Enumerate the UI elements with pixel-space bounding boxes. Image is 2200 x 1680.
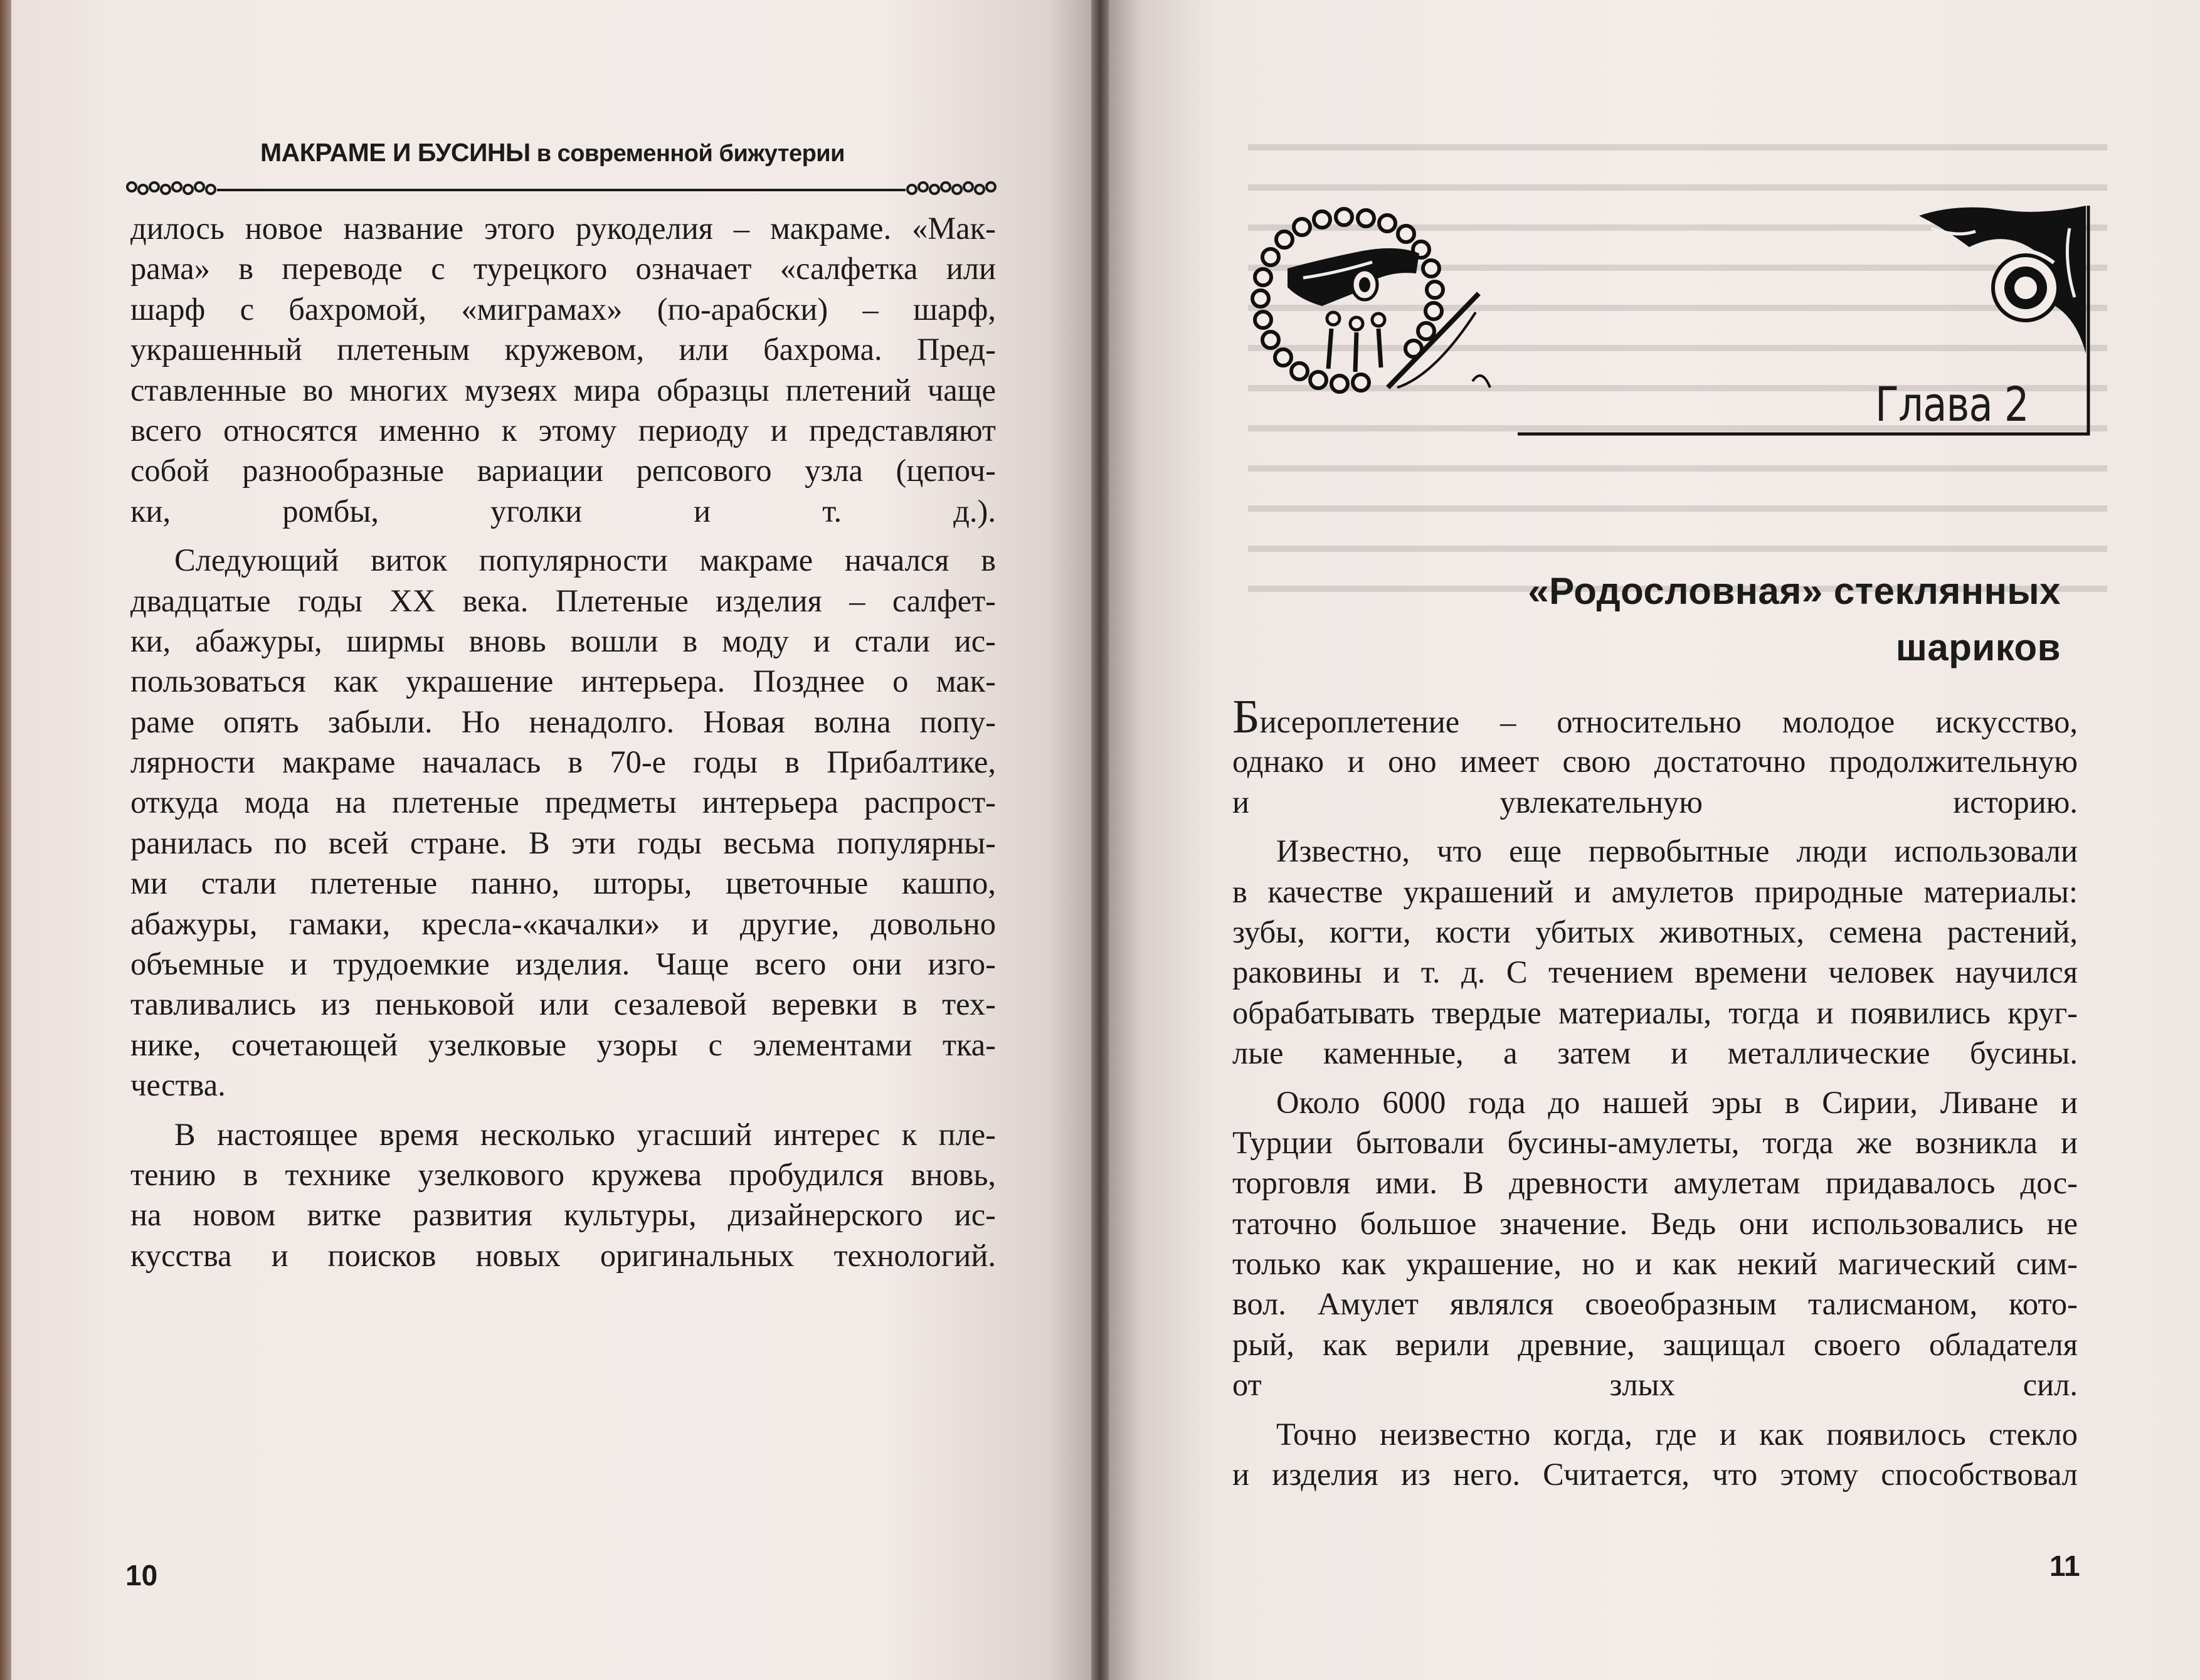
text-line: вол. Амулет являлся своеобразным талисманом, кото- — [1232, 1286, 2078, 1322]
text-line: В настоящее время несколько угасший интерес к пле- — [174, 1116, 996, 1152]
book-spine — [1091, 0, 1109, 1680]
drop-cap: Б — [1232, 690, 1260, 743]
text-line: ки, абажуры, ширмы вновь вошли в моду и стали ис- — [130, 623, 996, 658]
text-line: в качестве украшений и амулетов природные материалы: — [1232, 874, 2078, 909]
text-line: от злых сил. — [1232, 1367, 2078, 1403]
text-line: шарф с бахромой, «миграмах» (по-арабски) – шарф, — [130, 291, 996, 327]
text-line: ставленные во многих музеях мира образцы плетений чаще — [130, 372, 996, 408]
text-line: тению в технике узелкового кружева пробудился вновь, — [130, 1156, 996, 1192]
right-page-body-text — [1232, 690, 2078, 1494]
book-edge — [0, 0, 11, 1680]
left-page-body-text — [130, 208, 996, 1276]
text-line: дилось новое название этого рукоделия – макраме. «Мак- — [130, 211, 996, 246]
text-line: объемные и трудоемкие изделия. Чаще всего они изго- — [130, 946, 996, 982]
text-line: ранилась по всей стране. В эти годы весьма популярны- — [130, 825, 996, 860]
header-ornament-rule — [125, 176, 997, 201]
text-line: Следующий виток популярности макраме начался в — [174, 542, 996, 578]
chapter-label: Глава 2 — [1875, 376, 2029, 432]
running-header-title-rest: в современной бижутерии — [530, 140, 845, 167]
chapter-title — [1528, 563, 2061, 676]
text-line: тавливались из пеньковой или сезалевой веревки в тех- — [130, 986, 996, 1022]
text-line: украшенный плетеным кружевом, или бахрома. Пред- — [130, 332, 996, 367]
text-line: и изделия из него. Считается, что этому способствовал — [1232, 1457, 2078, 1492]
text-line: обрабатывать твердые материалы, тогда и появились круг- — [1232, 995, 2078, 1030]
running-header-title — [260, 138, 845, 167]
text-line: однако и оно имеет свою достаточно продолжительную — [1232, 744, 2078, 779]
page-number-right: 11 — [2049, 1550, 2080, 1582]
text-line: нике, сочетающей узелковые узоры с элементами тка- — [130, 1027, 996, 1062]
text-line: Известно, что еще первобытные люди использовали — [1276, 833, 2078, 869]
running-header-title-main: МАКРАМЕ И БУСИНЫ — [260, 138, 531, 167]
page-number-left: 10 — [125, 1559, 158, 1592]
text-line: двадцатые годы XX века. Плетеные изделия – салфет- — [130, 583, 996, 618]
text-line: только как украшение, но и как некий магический сим- — [1232, 1246, 2078, 1282]
text-line: раковины и т. д. С течением времени человек научился — [1232, 954, 2078, 990]
text-line: рама» в переводе с турецкого означает «салфетка или — [130, 251, 996, 287]
text-line: ки, ромбы, уголки и т. д.). — [130, 493, 996, 529]
text-line-first-rest: исероплетение – относительно молодое искусство, — [1259, 704, 2078, 739]
chapter-title-line: «Родословная» стеклянных — [1528, 570, 2061, 612]
text-line: собой разнообразные вариации репсового узла (цепоч- — [130, 453, 996, 489]
text-line-first — [1232, 690, 2078, 743]
text-line: лярности макраме началась в 70-е годы в Прибалтике, — [130, 744, 996, 780]
text-line: Точно неизвестно когда, где и как появилось стекло — [1276, 1416, 2078, 1452]
text-line: всего относятся именно к этому периоду и представляют — [130, 412, 996, 448]
text-line: рый, как верили древние, защищал своего обладателя — [1232, 1326, 2078, 1362]
text-line: Около 6000 года до нашей эры в Сирии, Ливане и — [1276, 1084, 2078, 1120]
chapter-title-line: шариков — [1895, 626, 2061, 668]
text-line: таточно большое значение. Ведь они использовались не — [1232, 1205, 2078, 1241]
text-line: зубы, когти, кости убитых животных, семена растений, — [1232, 914, 2078, 949]
text-line: ми стали плетеные панно, шторы, цветочные кашпо, — [130, 865, 996, 901]
text-line: раме опять забыли. Но ненадолго. Новая волна попу- — [130, 704, 996, 739]
text-line: кусства и поисков новых оригинальных технологий. — [130, 1237, 996, 1273]
text-line: на новом витке развития культуры, дизайнерского ис- — [130, 1197, 996, 1233]
beaded-necklace-icon — [1228, 199, 1491, 438]
text-line: лые каменные, а затем и металлические бусины. — [1232, 1035, 2078, 1071]
text-line: абажуры, гамаки, кресла-«качалки» и другие, довольно — [130, 906, 996, 941]
text-line: Турции бытовали бусины-амулеты, тогда же возникла и — [1232, 1124, 2078, 1160]
text-line: торговля ими. В древности амулетам придавалось дос- — [1232, 1165, 2078, 1201]
text-line: и увлекательную историю. — [1232, 784, 2078, 820]
text-line: чества. — [130, 1067, 226, 1103]
text-line: откуда мода на плетеные предметы интерьера распрост- — [130, 785, 996, 820]
text-line: пользоваться как украшение интерьера. Позднее о мак- — [130, 663, 996, 699]
